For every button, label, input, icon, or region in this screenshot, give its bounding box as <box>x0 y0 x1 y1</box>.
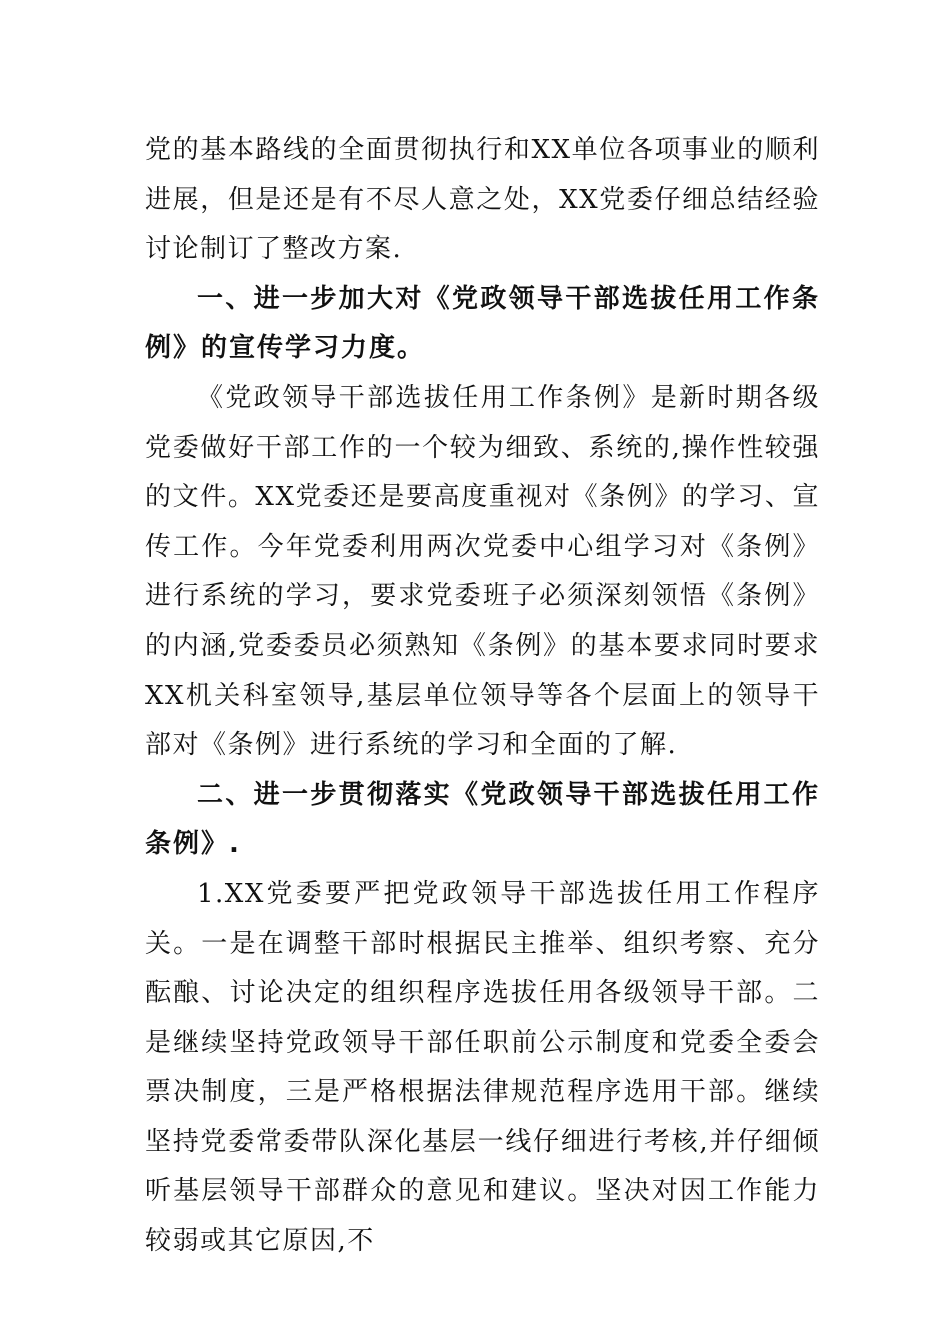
section-heading-1: 一、进一步加大对《党政领导干部选拔任用工作条例》的宣传学习力度。 <box>145 283 820 364</box>
document-body <box>145 126 820 1267</box>
section-heading-2: 二、进一步贯彻落实《党政领导干部选拔任用工作条例》. <box>145 779 820 860</box>
body-paragraph-section-2: 1.XX党委要严把党政领导干部选拔任用工作程序关。一是在调整干部时根据民主推举、组织考察、充分酝酿、讨论决定的组织程序选拔任用各级领导干部。二是继续坚持党政领导干部任职前公示制度和党委全委会票决制度，三是严格根据法律规范程序选用干部。继续坚持党委常委带队深化基层一线仔细进行考核,并仔细倾听基层领导干部群众的意见和建议。坚决对因工作能力较弱或其它原因,不 <box>145 878 820 1257</box>
body-paragraph-intro: 党的基本路线的全面贯彻执行和XX单位各项事业的顺利进展，但是还是有不尽人意之处，XX党委仔细总结经验讨论制订了整改方案. <box>145 135 820 265</box>
body-paragraph-section-1: 《党政领导干部选拔任用工作条例》是新时期各级党委做好干部工作的一个较为细致、系统的,操作性较强的文件。XX党委还是要高度重视对《条例》的学习、宣传工作。今年党委利用两次党委中心组学习对《条例》进行系统的学习，要求党委班子必须深刻领悟《条例》的内涵,党委委员必须熟知《条例》的基本要求同时要求XX机关科室领导,基层单位领导等各个层面上的领导干部对《条例》进行系统的学习和全面的了解. <box>145 382 820 761</box>
